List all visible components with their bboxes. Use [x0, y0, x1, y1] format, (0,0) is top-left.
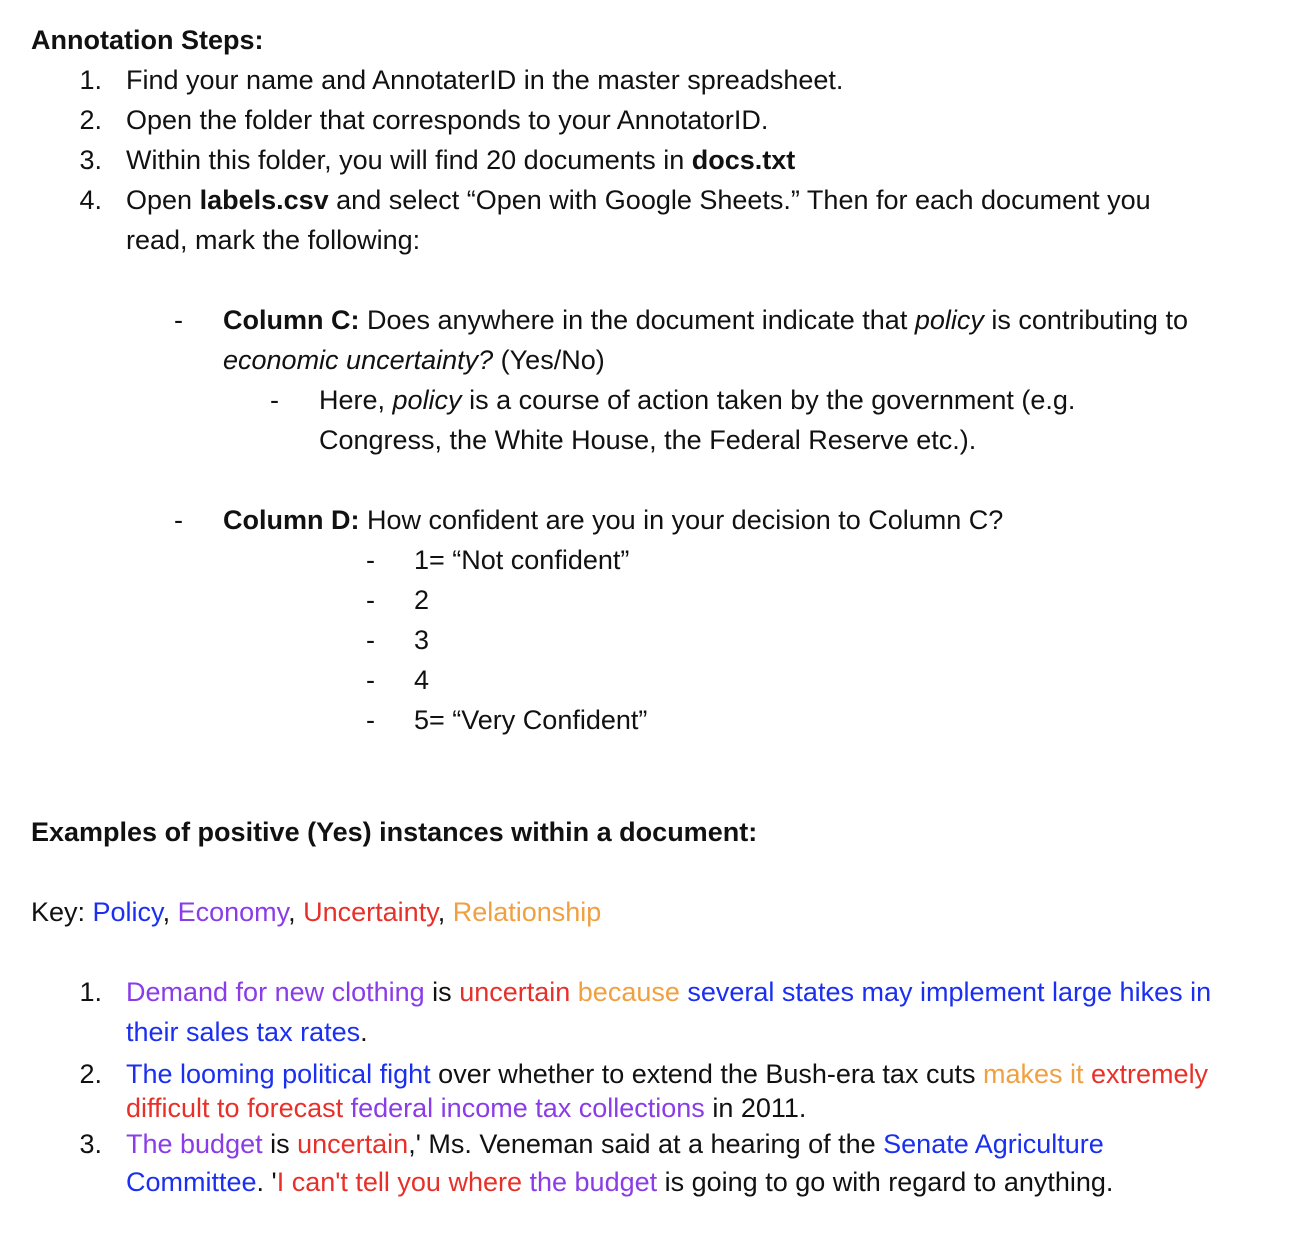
- policy-term: policy: [914, 305, 984, 335]
- text-part: is: [262, 1129, 298, 1159]
- economy-span: The budget: [126, 1129, 263, 1159]
- step-number: 3.: [79, 145, 102, 175]
- column-d-text: [223, 500, 1003, 540]
- text-part: [570, 977, 578, 1007]
- text-part: in 2011.: [704, 1093, 807, 1123]
- economic-uncertainty-term: economic uncertainty?: [223, 345, 494, 375]
- steps-heading: Annotation Steps:: [31, 25, 264, 55]
- text-part: is a course of action taken by the government (e.g.: [461, 385, 1076, 415]
- dash-bullet: -: [366, 665, 375, 695]
- text-part: over whether to extend the Bush-era tax cuts: [430, 1059, 983, 1089]
- color-key: [31, 892, 601, 932]
- confidence-option-text: 1= “Not confident”: [414, 545, 630, 575]
- docs-file-name: docs.txt: [691, 145, 796, 175]
- example-number: 1.: [79, 977, 102, 1007]
- confidence-option-text: 5= “Very Confident”: [414, 705, 648, 735]
- example-text-continued: [126, 1012, 368, 1052]
- step-text: [126, 180, 1151, 220]
- uncertainty-span: difficult to forecast: [126, 1093, 344, 1123]
- dash-bullet: -: [174, 305, 183, 335]
- confidence-option-text: 4: [414, 665, 430, 695]
- dash-bullet: -: [366, 705, 375, 735]
- text-part: [1084, 1059, 1092, 1089]
- key-separator: ,: [437, 897, 453, 927]
- text-part: Here,: [319, 385, 393, 415]
- example-text: [126, 972, 1211, 1012]
- example-number: 2.: [79, 1059, 102, 1089]
- uncertainty-span: I can't tell you where: [276, 1167, 530, 1197]
- text-part: ,' Ms. Veneman said at a hearing of the: [408, 1129, 884, 1159]
- dash-bullet: -: [270, 385, 279, 415]
- step-number: 2.: [79, 105, 102, 135]
- dash-bullet: -: [366, 625, 375, 655]
- key-economy: Economy: [177, 897, 289, 927]
- step-number: 4.: [79, 185, 102, 215]
- step-text: Open the folder that corresponds to your AnnotatorID.: [126, 105, 769, 135]
- economy-span: the budget: [529, 1167, 658, 1197]
- column-d-label: Column D:: [223, 505, 360, 535]
- step-text: [126, 140, 795, 180]
- relationship-span: because: [577, 977, 680, 1007]
- column-c-text-continued: [223, 340, 605, 380]
- column-c-label: Column C:: [223, 305, 360, 335]
- text-part: is going to go with regard to anything.: [657, 1167, 1114, 1197]
- uncertainty-span: uncertain: [297, 1129, 409, 1159]
- dash-bullet: -: [174, 505, 183, 535]
- step-text: Find your name and AnnotaterID in the master spreadsheet.: [126, 65, 844, 95]
- text-part: is contributing to: [983, 305, 1188, 335]
- key-policy: Policy: [92, 897, 163, 927]
- example-number: 3.: [79, 1129, 102, 1159]
- key-uncertainty: Uncertainty: [303, 897, 438, 927]
- text-part: (Yes/No): [493, 345, 605, 375]
- policy-definition: [319, 380, 1075, 420]
- key-label: Key:: [31, 897, 93, 927]
- text-part: How confident are you in your decision to Column C?: [359, 505, 1004, 535]
- example-text-continued: [126, 1088, 806, 1128]
- uncertainty-span: extremely: [1091, 1059, 1209, 1089]
- text-part: Does anywhere in the document indicate that: [359, 305, 915, 335]
- column-c-text: [223, 300, 1188, 340]
- key-separator: ,: [288, 897, 304, 927]
- step-number: 1.: [79, 65, 102, 95]
- text-part: is: [424, 977, 460, 1007]
- policy-span: Senate Agriculture: [883, 1129, 1104, 1159]
- key-separator: ,: [162, 897, 178, 927]
- policy-term: policy: [392, 385, 462, 415]
- step-text-continued: read, mark the following:: [126, 225, 421, 255]
- uncertainty-span: uncertain: [459, 977, 571, 1007]
- confidence-option-text: 2: [414, 585, 430, 615]
- relationship-span: makes it: [982, 1059, 1084, 1089]
- economy-span: Demand for new clothing: [126, 977, 425, 1007]
- step-text-part: and select “Open with Google Sheets.” Then for each document you: [328, 185, 1151, 215]
- policy-span: The looming political fight: [126, 1059, 431, 1089]
- examples-heading: Examples of positive (Yes) instances within a document:: [31, 817, 758, 847]
- confidence-option-text: 3: [414, 625, 430, 655]
- example-text-continued: [126, 1162, 1113, 1202]
- text-part: . ': [256, 1167, 277, 1197]
- policy-span: their sales tax rates: [126, 1017, 361, 1047]
- policy-definition-continued: Congress, the White House, the Federal Reserve etc.).: [319, 425, 977, 455]
- labels-file-name: labels.csv: [199, 185, 329, 215]
- policy-span: Committee: [126, 1167, 257, 1197]
- key-relationship: Relationship: [452, 897, 602, 927]
- dash-bullet: -: [366, 585, 375, 615]
- text-part: .: [360, 1017, 368, 1047]
- step-text-part: Open: [126, 185, 200, 215]
- economy-span: federal income tax collections: [350, 1093, 705, 1123]
- policy-span: several states may implement large hikes in: [687, 977, 1212, 1007]
- step-text-part: Within this folder, you will find 20 documents in: [126, 145, 692, 175]
- text-part: [343, 1093, 351, 1123]
- example-text: [126, 1124, 1104, 1164]
- dash-bullet: -: [366, 545, 375, 575]
